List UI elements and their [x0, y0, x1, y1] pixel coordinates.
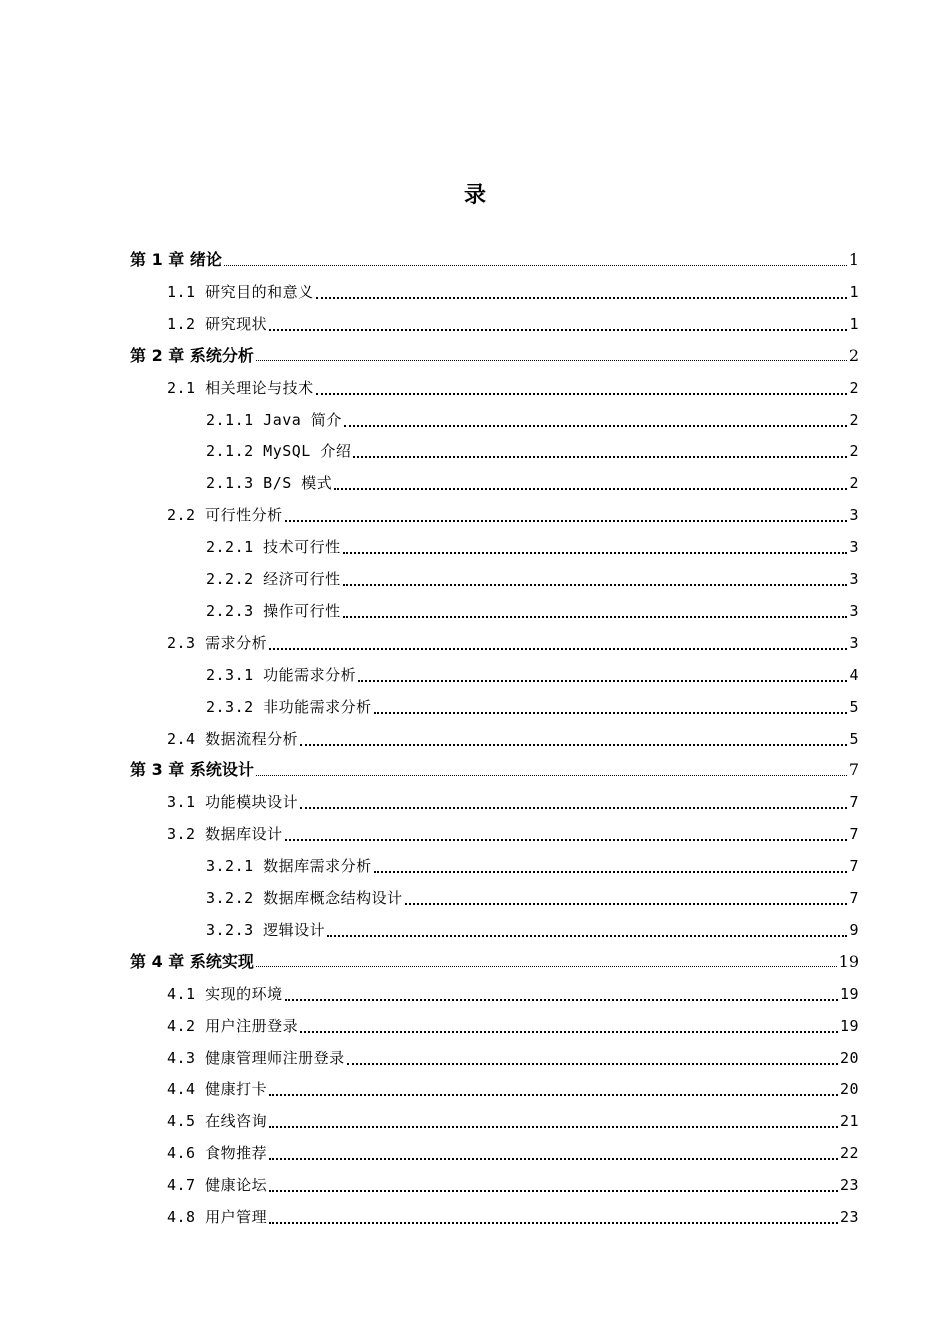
- toc-page-number: 19: [839, 984, 859, 1003]
- toc-entry-title: 4.8 用户管理: [167, 1208, 268, 1226]
- toc-dot-leader: [256, 775, 847, 776]
- toc-page-number: 5: [849, 729, 859, 748]
- toc-dot-leader: [269, 1158, 838, 1160]
- toc-entry-title: 1.2 研究现状: [167, 314, 268, 333]
- toc-dot-leader: [269, 1190, 838, 1192]
- toc-entry-title: 第 3 章 系统设计: [130, 760, 254, 780]
- page-title: 录: [463, 183, 486, 208]
- toc-page-number: 7: [848, 760, 859, 780]
- toc-page-number: 19: [838, 951, 859, 971]
- toc-entry-title: 2.2.2 经济可行性: [206, 570, 341, 588]
- toc-section-entry[interactable]: [206, 882, 859, 914]
- toc-page-number: 2: [849, 442, 859, 461]
- toc-entry-title: 4.6 食物推荐: [167, 1144, 268, 1163]
- toc-entry-title: 2.2.3 操作可行性: [206, 601, 341, 620]
- toc-entry-title: 2.3 需求分析: [167, 633, 268, 652]
- toc-dot-leader: [374, 712, 848, 714]
- toc-entry-title: 2.2 可行性分析: [167, 506, 283, 525]
- toc-page-number: 23: [839, 1208, 859, 1226]
- toc-dot-leader: [374, 871, 848, 873]
- toc-dot-leader: [269, 1094, 838, 1096]
- toc-section-entry[interactable]: [167, 499, 859, 531]
- toc-page-number: 23: [839, 1176, 859, 1195]
- toc-dot-leader: [256, 360, 847, 361]
- toc-entry-title: 第 1 章 绪论: [130, 250, 222, 269]
- toc-chapter-entry[interactable]: [130, 340, 859, 372]
- toc-dot-leader: [316, 393, 848, 395]
- toc-entry-title: 2.4 数据流程分析: [167, 729, 299, 748]
- toc-page-number: 7: [849, 793, 859, 812]
- toc-section-entry[interactable]: [167, 978, 859, 1010]
- toc-entry-title: 3.1 功能模块设计: [167, 793, 299, 812]
- toc-section-entry[interactable]: [167, 372, 859, 404]
- toc-entry-title: 3.2.3 逻辑设计: [206, 920, 326, 939]
- toc-dot-leader: [285, 999, 838, 1001]
- toc-section-entry[interactable]: [167, 627, 859, 659]
- toc-entry-title: 4.4 健康打卡: [167, 1080, 268, 1099]
- toc-entry-title: 4.3 健康管理师注册登录: [167, 1048, 345, 1067]
- toc-chapter-entry[interactable]: [130, 754, 859, 786]
- toc-page-number: 9: [849, 920, 859, 939]
- toc-chapter-entry[interactable]: [130, 244, 859, 276]
- toc-page-number: 3: [849, 601, 859, 620]
- toc-dot-leader: [405, 903, 848, 905]
- toc-section-entry[interactable]: [206, 435, 859, 467]
- toc-section-entry[interactable]: [167, 276, 859, 308]
- toc-dot-leader: [224, 265, 847, 266]
- toc-entry-title: 2.1.1 Java 简介: [206, 410, 342, 429]
- toc-dot-leader: [269, 1222, 838, 1224]
- toc-section-entry[interactable]: [167, 1201, 859, 1233]
- toc-dot-leader: [343, 552, 848, 554]
- toc-page-number: 1: [849, 314, 859, 333]
- toc-entry-title: 2.1 相关理论与技术: [167, 378, 314, 397]
- toc-dot-leader: [327, 935, 847, 937]
- toc-dot-leader: [256, 966, 837, 967]
- toc-entry-title: 第 2 章 系统分析: [130, 345, 254, 365]
- toc-page-number: 3: [849, 633, 859, 652]
- toc-section-entry[interactable]: [206, 595, 859, 627]
- toc-page-number: 19: [839, 1016, 859, 1035]
- toc-section-entry[interactable]: [167, 1169, 859, 1201]
- toc-section-entry[interactable]: [167, 818, 859, 850]
- toc-page-number: 7: [849, 825, 859, 844]
- toc-page-number: 2: [848, 345, 859, 365]
- toc-entry-title: 2.2.1 技术可行性: [206, 538, 341, 557]
- toc-dot-leader: [334, 488, 847, 490]
- toc-page-number: 5: [849, 697, 859, 716]
- toc-entry-title: 2.3.1 功能需求分析: [206, 665, 357, 684]
- toc-section-entry[interactable]: [167, 308, 859, 340]
- toc-dot-leader: [269, 1126, 838, 1128]
- toc-dot-leader: [316, 297, 848, 299]
- toc-page-number: 1: [848, 250, 859, 269]
- toc-entry-title: 2.1.3 B/S 模式: [206, 474, 333, 493]
- toc-dot-leader: [285, 839, 848, 841]
- toc-section-entry[interactable]: [206, 914, 859, 946]
- toc-entry-title: 3.2.2 数据库概念结构设计: [206, 889, 403, 907]
- toc-page-number: 3: [849, 538, 859, 557]
- toc-entry-title: 2.1.2 MySQL 介绍: [206, 442, 352, 461]
- toc-section-entry[interactable]: [206, 531, 859, 563]
- toc-dot-leader: [353, 456, 847, 458]
- toc-entry-title: 3.2.1 数据库需求分析: [206, 857, 372, 876]
- toc-dot-leader: [269, 329, 847, 331]
- toc-page-number: 3: [849, 570, 859, 588]
- toc-chapter-entry[interactable]: [130, 946, 859, 978]
- toc-section-entry[interactable]: [206, 467, 859, 499]
- toc-section-entry[interactable]: [167, 1073, 859, 1105]
- toc-section-entry[interactable]: [167, 786, 859, 818]
- toc-dot-leader: [300, 807, 847, 809]
- toc-entry-title: 4.2 用户注册登录: [167, 1016, 299, 1035]
- toc-entry-title: 1.1 研究目的和意义: [167, 282, 314, 301]
- toc-section-entry[interactable]: [167, 723, 859, 755]
- toc-section-entry[interactable]: [167, 1042, 859, 1074]
- toc-dot-leader: [300, 1031, 838, 1033]
- toc-page-number: 2: [849, 410, 859, 429]
- toc-section-entry[interactable]: [206, 404, 859, 436]
- toc-dot-leader: [343, 616, 848, 618]
- toc-section-entry[interactable]: [206, 563, 859, 595]
- toc-page-number: 7: [849, 857, 859, 876]
- toc-dot-leader: [269, 648, 847, 650]
- toc-dot-leader: [285, 520, 848, 522]
- toc-page-number: 22: [839, 1144, 859, 1163]
- toc-section-entry[interactable]: [167, 1137, 859, 1169]
- toc-page-number: 20: [839, 1080, 859, 1099]
- toc-section-entry[interactable]: [167, 1105, 859, 1137]
- toc-entry-title: 3.2 数据库设计: [167, 825, 283, 844]
- toc-entry-title: 2.3.2 非功能需求分析: [206, 697, 372, 716]
- toc-page-number: 3: [849, 506, 859, 525]
- toc-entry-title: 4.5 在线咨询: [167, 1112, 268, 1131]
- toc-section-entry[interactable]: [167, 1010, 859, 1042]
- toc-dot-leader: [347, 1063, 838, 1065]
- toc-page-number: 4: [849, 665, 859, 684]
- toc-page-number: 1: [849, 282, 859, 301]
- toc-page-number: 2: [849, 378, 859, 397]
- toc-dot-leader: [358, 680, 847, 682]
- toc-page-number: 21: [839, 1112, 859, 1131]
- toc-section-entry[interactable]: [206, 691, 859, 723]
- toc-entry-title: 4.7 健康论坛: [167, 1176, 268, 1195]
- toc-entry-title: 第 4 章 系统实现: [130, 951, 254, 971]
- toc-dot-leader: [343, 584, 848, 586]
- toc-page-number: 20: [839, 1048, 859, 1067]
- toc-page-number: 7: [849, 889, 859, 907]
- toc-page-number: 2: [849, 474, 859, 493]
- toc-entry-title: 4.1 实现的环境: [167, 984, 283, 1003]
- toc-dot-leader: [344, 425, 848, 427]
- toc-section-entry[interactable]: [206, 659, 859, 691]
- toc-dot-leader: [300, 744, 847, 746]
- toc-section-entry[interactable]: [206, 850, 859, 882]
